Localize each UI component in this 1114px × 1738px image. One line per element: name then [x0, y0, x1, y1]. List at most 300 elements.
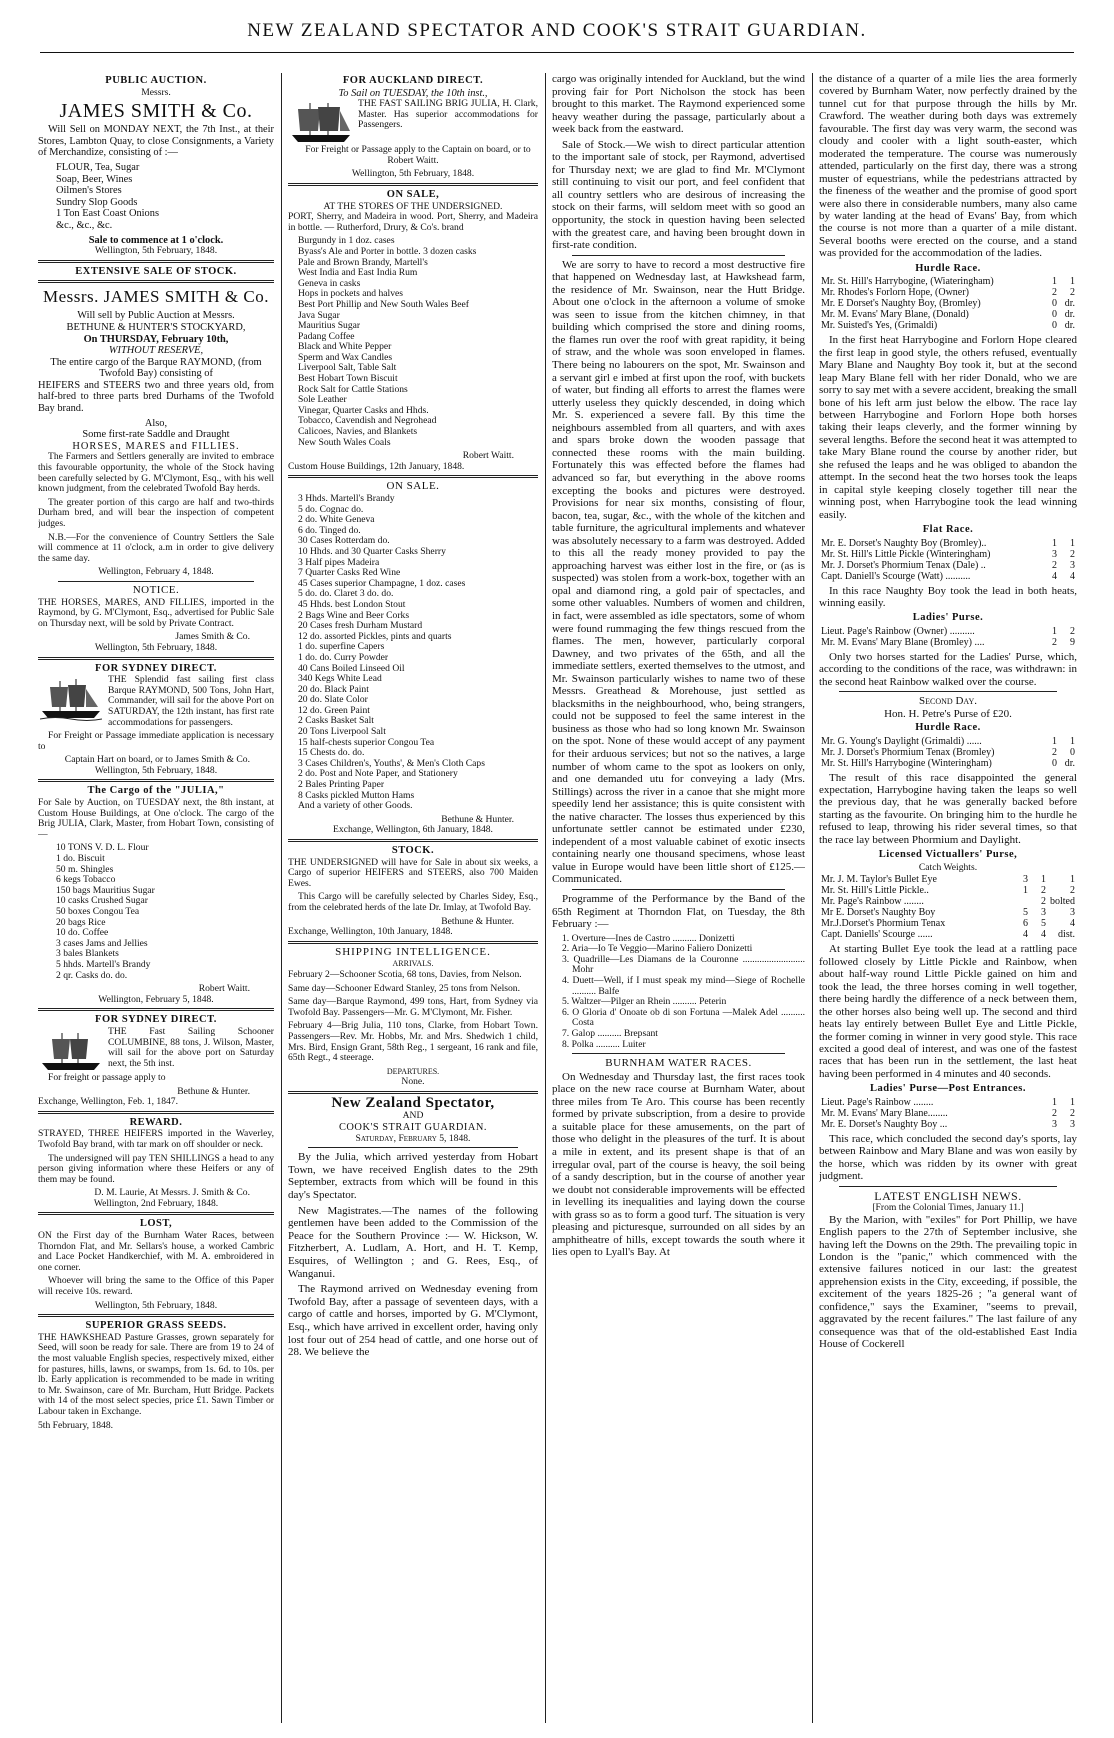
fire-article: We are sorry to have to record a most destructive fire that happened on Wednesday last, at Hawkshead farm, the residence of Mr. Swainson, near the Hutt Bridge. About one o'clock in the afternoon a volume of smoke was seen to issue from the kitchen chimney, in that building which comprised the store and dining rooms, the flames run over the roof with great rapidity, it being of straw, and the whole was soon enveloped in flames. There being no labourers on the spot, Mr. Swainson and a servant girl e imbed at first upon the roof, with buckets of water, but finding all efforts to arrest the flames were utterly useless they quickly descended, in doing which Mr. S. experienced a severe fall. By this time the neighbours assembled from all quarters, and with axes and spars broke down the wooden passage that connected these rooms with the main building. Fortunately this was effected before the flames had advanced so far, but everything in the above rooms excepting the books and pictures were destroyed. Provisions for near six months, consisting of flour, bacon, tea, sugar, &c., with the whole of the kitchen and table furniture, the agricultural implements and whatever was absolutely necessary to a farm was destroyed. Added to this all the ready money provided to pay the approaching harvest was either lost in the fire, or (as is suspected) was stolen from a work-box, together with an opal and diamond ring, a gold pair of spectacles, and some other valuables. Numbers of women and children, in fact, were assembled as idle spectators, some of whom were found rummaging the few things rescued from the flames. The men, however, particularly corporal Dawney, and two privates of the 65th, and all the immediate settlers, exerted themselves to the utmost, and Mr. Swainson particularly wishes to name two of these Messrs. Greathead & Morehouse, just settled as blacksmiths in the neighbourhood, who, being strangers, could not be supposed to feel the same interest in the business as those who had so long known Mr. Swainson on the spot. None of these would accept of any payment for their arduous services; but not so the natives, a large number of whom came to the spot as lookers on only, and one demanded utu for conveying a lady (Mrs. Stillings) across the river in a canoe that she might more speedily lend her assistance; this is quite consistent with the native character. The losses thus experienced by this unfortunate settler cannot be estimated under £230, independent of a most valuable cabinet of exotic insects containing nearly one thousand specimens, whose least value in Europe would have been little short of £125.—Communicated. — [552, 258, 805, 886]
julia-sign: Robert Waitt. — [198, 983, 250, 995]
divider — [288, 941, 538, 944]
onsale1-lead: PORT, Sherry, and Madeira in wood. Port, Sherry, and Madeira in bottle. — Rutherford, Drury, & Co's. brand — [288, 211, 538, 233]
list-item: And a variety of other Goods. — [298, 800, 413, 812]
list-item: 1 do. do. Curry Powder — [298, 651, 389, 663]
column-rule — [812, 73, 813, 1723]
stock2-heading: STOCK. — [391, 845, 435, 856]
heat-cell: 2 — [1052, 1107, 1057, 1119]
heat-cell: 2 — [1070, 625, 1075, 637]
heat-cell: dist. — [1058, 929, 1075, 941]
divider — [839, 1186, 1057, 1187]
list-item: New South Wales Coals — [298, 436, 391, 448]
ship-icon — [40, 677, 102, 721]
stock-paragraph: The Farmers and Settlers generally are invited to embrace this favourable opportunity, the whole of the Stock having been carefully selected by G. M'Clymont, Esq., with his well known judgment, from the celebrated Twofold Bay herds. — [38, 451, 274, 495]
heat-cell: 3 — [1023, 874, 1028, 886]
lost-body: ON the First day of the Burnham Water Races, between Thorndon Flat, and Mr. Sellars's house, a worked Cambric and Lace Pocket Handkerchief, with M. A. embroidered in one corner. — [38, 1230, 274, 1273]
sydney2-sign: Bethune & Hunter. — [177, 1085, 250, 1097]
reward-text: The undersigned will pay TEN SHILLINGS a head to any person giving information where these Heifers or any of them may be found. — [38, 1152, 274, 1185]
list-item: Best Hobart Town Biscuit — [298, 373, 398, 385]
notice-sign: James Smith & Co. — [175, 631, 250, 643]
table-row — [819, 1108, 1077, 1119]
auckland-body: THE FAST SAILING BRIG JULIA, H. Clark, Master. Has superior accommodations for Passengers. — [358, 98, 538, 131]
entrant-cell: Lieut. Page's Rainbow (Owner) .......... — [821, 625, 975, 637]
table-row — [819, 907, 1077, 918]
race-results-hurdle — [819, 276, 1077, 331]
notice-heading: NOTICE. — [132, 583, 180, 596]
divider — [38, 657, 274, 660]
stock-line: WITHOUT RESERVE, — [108, 345, 204, 357]
list-item: 20 do. Slate Color — [298, 694, 368, 706]
stock-line: Will sell by Public Auction at Messrs. — [77, 310, 235, 322]
divider — [572, 255, 785, 256]
list-item: 15 half-chests superior Congou Tea — [298, 736, 435, 748]
divider — [38, 1008, 274, 1011]
list-item: Best Port Phillip and New South Wales Beef — [298, 298, 469, 310]
burnham-heading: BURNHAM WATER RACES. — [605, 1057, 752, 1070]
list-item: 15 Chests do. do. — [298, 747, 365, 759]
heat-cell: dr. — [1064, 320, 1075, 332]
list-item: 3. Quadrille—Les Diamans de la Couronne .......................... Mohr — [562, 953, 805, 976]
race-subheading: Catch Weights. — [918, 861, 978, 873]
list-item: Mauritius Sugar — [298, 320, 361, 332]
masthead: NEW ZEALAND SPECTATOR AND COOK'S STRAIT GUARDIAN. — [247, 20, 867, 41]
article-paragraph: At starting Bullet Eye took the lead at a rattling pace followed closely by Little Pickle and Rainbow, when about half-way round Little Pickle gained on him and took the lead, the three horses coming in well together, there being hardly the difference of a neck between them, the other horses also being well up. The second and third heats lay entirely between Bullet Eye and Little Pickle, the former coming in winner in very good style. This race excited a good deal of interest, and was one of the fastest races that has been run in the settlement, the last heat having been performed in 4 minutes and 40 seconds. — [819, 943, 1077, 1080]
heat-cell: 9 — [1070, 636, 1075, 648]
second-day-heading: Second Day. — [919, 695, 977, 708]
table-row — [819, 885, 1077, 896]
onsale2-date: Exchange, Wellington, 6th January, 1848. — [333, 824, 493, 836]
programme-list — [562, 934, 805, 1051]
grass-date: 5th February, 1848. — [38, 1419, 114, 1431]
auckland-heading: FOR AUCKLAND DIRECT. — [342, 75, 484, 86]
julia-news: By the Julia, which arrived yesterday from Hobart Town, we have received English dates to the 29th September, extracts from which will be found in this day's Spectator. — [288, 1151, 538, 1202]
column-rule — [545, 73, 546, 1723]
shipping-entry: Same day—Barque Raymond, 499 tons, Hart, from Sydney via Twofold Bay. Passengers—Mr. G. M'Clymont, Mr. Fisher. — [288, 996, 538, 1018]
table-row — [819, 320, 1077, 331]
auckland-date: Wellington, 5th February, 1848. — [351, 168, 475, 180]
list-item: 20 Cases fresh Durham Mustard — [298, 620, 423, 632]
heat-cell: 2 — [1070, 287, 1075, 299]
heat-cell: 0 — [1052, 757, 1057, 769]
list-item: 2 Bags Wine and Beer Corks — [298, 609, 410, 621]
heat-cell: 3 — [1070, 907, 1075, 919]
list-item: 3 Half pipes Madeira — [298, 556, 380, 568]
race-results-lv — [819, 874, 1077, 940]
heat-cell: 1 — [1070, 874, 1075, 886]
heat-cell: 0 — [1052, 320, 1057, 332]
heat-cell: 1 — [1023, 885, 1028, 897]
list-item: 12 do. assorted Pickles, pints and quarts — [298, 630, 452, 642]
divider — [38, 1314, 274, 1317]
lost-text: Whoever will bring the same to the Office of this Paper will receive 10s. reward. — [38, 1275, 274, 1298]
list-item: 3 cases Jams and Jellies — [56, 937, 148, 949]
race-results-flat — [819, 538, 1077, 582]
table-row — [819, 287, 1077, 298]
auction-items — [56, 162, 274, 232]
race-heading: Licensed Victuallers' Purse, — [878, 849, 1018, 861]
entrant-cell: Mr. G. Young's Daylight (Grimaldi) ...... — [821, 735, 982, 747]
list-item: 2 Bales Printing Paper — [298, 779, 385, 791]
julia-heading: The Cargo of the "JULIA," — [87, 785, 225, 797]
list-item: Vinegar, Quarter Casks and Hhds. — [298, 404, 429, 416]
julia-items — [56, 843, 274, 981]
heat-cell: 1 — [1070, 537, 1075, 549]
heat-cell: 3 — [1070, 1118, 1075, 1130]
heat-cell: 2 — [1041, 896, 1046, 908]
entrant-cell: Mr. E. Dorset's Naughty Boy ... — [821, 1118, 948, 1130]
article-paragraph: the distance of a quarter of a mile lies the area formerly covered by Burnham Water, now perfectly drained by the tunnel cut for that purpose through the hills by Mr. Crawford. The weather during both days was extremely favourable. The first day was very warm, the second was cloudy and cooler with a light south-easter, which moderated the temperature. The course was numerously attended, particularly on the first day, there was a strong muster of equestrians, while the pedestrians attracted by the fineness of the weather and the promise of good sport were also there in considerable numbers, many also came by water landing at the head of Evans' Bay, from which the course is not more than a quarter of a mile distant. Several booths were erected on the course, and a stand was provided for the accommodation of the ladies. — [819, 73, 1077, 260]
list-item: 8 Casks pickled Mutton Hams — [298, 789, 415, 801]
list-item: 2 qr. Casks do. do. — [56, 969, 128, 981]
list-item: 7. Galop .......... Brepsant — [562, 1027, 658, 1039]
heat-cell: 4 — [1041, 929, 1046, 941]
table-row — [819, 929, 1077, 940]
table-row — [819, 896, 1077, 907]
list-item: 1. Overture—Ines de Castro .......... Donizetti — [562, 932, 735, 944]
list-item: Hops in pockets and halves — [298, 288, 403, 300]
departures-heading: DEPARTURES. — [386, 1066, 440, 1076]
entrant-cell: Mr. St. Hill's Harrybogine (Winteringham) — [821, 757, 992, 769]
entrant-cell: Lieut. Page's Rainbow ........ — [821, 1096, 934, 1108]
article-paragraph: cargo was originally intended for Auckland, but the wind proving fair for Port Nicholson the stock has been brought to this market. The Raymond experienced some heavy weather during the passage, particularly about a week back from the eastward. — [552, 73, 805, 136]
notice-body: THE HORSES, MARES, AND FILLIES, imported in the Raymond, by G. M'Clymont, Esq., advertised for Public Sale on Thursday next, will be sold by Private Contract. — [38, 596, 274, 629]
list-item: 150 bags Mauritius Sugar — [56, 884, 155, 896]
ship-icon — [290, 101, 352, 145]
reward-body: STRAYED, THREE HEIFERS imported in the Waverley, Twofold Bay brand, with tar mark on off shoulder or neck. — [38, 1128, 274, 1150]
list-item: 10 TONS V. D. L. Flour — [56, 842, 149, 854]
heat-cell: 2 — [1052, 636, 1057, 648]
stock2-sign: Bethune & Hunter. — [441, 915, 514, 927]
divider — [58, 581, 254, 582]
entrant-cell: Mr. E Dorset's Naughty Boy, (Bromley) — [821, 298, 981, 310]
shipping-entry: February 2—Schooner Scotia, 68 tons, Davies, from Nelson. — [288, 968, 522, 980]
entrant-cell: Capt. Daniells' Scourge ...... — [821, 929, 933, 941]
auction-intro: Will Sell on MONDAY NEXT, the 7th Inst., at their Stores, Lambton Quay, to close Consignments, a Variety of Merchandize, consisting of :— — [38, 124, 274, 159]
heat-cell: 4 — [1070, 918, 1075, 930]
auction-firm: JAMES SMITH & Co. — [59, 100, 253, 123]
reward-date: Wellington, 2nd February, 1848. — [93, 1197, 219, 1209]
list-item: Padang Coffee — [298, 330, 355, 342]
list-item: Byass's Ale and Porter in bottle. 3 dozen casks — [298, 245, 477, 257]
divider — [38, 779, 274, 782]
divider — [572, 889, 785, 890]
list-item: Pale and Brown Brandy, Martell's — [298, 256, 428, 268]
article-paragraph: This race, which concluded the second day's sports, lay between Rainbow and Mary Blane and was won easily by the horse, which was ridden by its owner with great judgment. — [819, 1132, 1077, 1183]
departures-none: None. — [401, 1076, 425, 1088]
entrant-cell: Mr. Suisted's Yes, (Grimaldi) — [821, 320, 938, 332]
stock2-body: THE UNDERSIGNED will have for Sale in about six weeks, a Cargo of superior HEIFERS and STEERS, also 700 Maiden Ewes. — [288, 856, 538, 889]
list-item: 6. O Gloria d' Onoate ob di son Fortuna —Malek Adel .......... Costa — [562, 1006, 805, 1029]
divider — [38, 260, 274, 263]
table-row — [819, 1097, 1077, 1108]
table-row — [819, 538, 1077, 549]
auction-date: Wellington, 5th February, 1848. — [94, 245, 218, 257]
heat-cell: 2 — [1052, 287, 1057, 299]
table-row — [819, 549, 1077, 560]
list-item: 4. Duett—Well, if I must speak my mind—Siege of Rochelle .......... Balfe — [562, 975, 805, 997]
list-item: Sundry Slop Goods — [56, 196, 138, 208]
julia-body: For Sale by Auction, on TUESDAY next, the 8th instant, at Custom House Buildings, at One o'clock. The cargo of the Brig JULIA, Clark, Master, from Hobart Town, consisting of— — [38, 797, 274, 840]
stock-heading: EXTENSIVE SALE OF STOCK. — [75, 265, 237, 277]
arrivals-heading: ARRIVALS. — [392, 959, 434, 969]
list-item: 50 boxes Congou Tea — [56, 906, 140, 917]
onsale1-date: Custom House Buildings, 12th January, 1848. — [288, 460, 465, 472]
heat-cell: 2 — [1052, 559, 1057, 571]
heat-cell: 0 — [1070, 746, 1075, 758]
list-item: &c., &c., &c. — [56, 219, 113, 231]
burnham-article: On Wednesday and Thursday last, the first races took place on the new race course at Burnham Water, about three miles from Te Aro. This course has been recently formed by private subscription, from a desire to provide a suitable place for these amusements, on the part of those who delight in the pleasures of the turf. It is about a mile in extent, and its present shape is that of an irregular oval, part of the course is heavy, the soil being of a sandy description, but in the course of another year we doubt not considerable improvements will be effected in levelling its inequalities and laying down the course with grass so as to form a good turf. The situation is very pleasing and picturesque, surrounded on all sides by an amphitheatre of hills, except towards the south where it lies open to Lyall's Bay. At — [552, 1070, 805, 1259]
table-row — [819, 571, 1077, 582]
list-item: 5. Waltzer—Pilger an Rhein .......... Peterin — [562, 996, 727, 1008]
list-item: Calicoes, Navies, and Blankets — [298, 426, 418, 438]
race-results-ladies — [819, 626, 1077, 648]
heat-cell: dr. — [1064, 309, 1075, 321]
race-results-ladies2 — [819, 1097, 1077, 1130]
heat-cell — [1012, 896, 1030, 907]
list-item: 5 do. Cognac do. — [298, 503, 364, 515]
heat-cell: 1 — [1052, 1096, 1057, 1108]
race-results-hurdle2 — [819, 736, 1077, 769]
table-row — [819, 736, 1077, 747]
heat-cell: 2 — [1070, 548, 1075, 560]
shipping-entry: February 4—Brig Julia, 110 tons, Clarke, from Hobart Town. Passengers—Rev. Mr. Hobbs, Mr. and Mrs. Shedwich 1 child, Mrs. Bird, Ensign Grant, 58th Reg., 1 sergeant, 16 rank and file, 65th Regt., 4 steerage. — [288, 1020, 538, 1064]
column-2 — [288, 73, 538, 1728]
petre-purse: Hon. H. Petre's Purse of £20. — [884, 707, 1012, 720]
sydney-heading: FOR SYDNEY DIRECT. — [95, 662, 217, 674]
list-item: 6 kegs Tobacco — [56, 874, 116, 886]
heat-cell: 1 — [1052, 735, 1057, 747]
onsale1-items — [298, 236, 538, 448]
divider — [38, 1212, 274, 1215]
table-row — [819, 626, 1077, 637]
auction-commence: Sale to commence at 1 o'clock. — [88, 234, 224, 246]
heat-cell: 5 — [1023, 907, 1028, 919]
list-item: Sole Leather — [298, 394, 347, 406]
entrant-cell: Mr. St. Hill's Harrybogine, (Wiateringham) — [821, 276, 994, 288]
grass-body: THE HAWKSHEAD Pasture Grasses, grown separately for Seed, will soon be ready for sale. There are from 19 to 24 of the most valuable English species, respectively mixed, either for pastures, hills, lawns, or swamps, from 1s. 6d. to 10s. per lb. Early application is recommended to be made in writing to Mr. Swainson, care of Mr. Burcham, Hutt Bridge. Packets with 14 of the most select species, price £1. Sawn Timber or Labour taken in Exchange. — [38, 1331, 274, 1417]
raymond-news: The Raymond arrived on Wednesday evening from Twofold Bay, after a passage of seventeen days, with a cargo of cattle and horses, imported by G. M'Clymont, Esq., which have arrived in excellent order, having only lost four out of 254 head of cattle, and one horse out of 28. We believe the — [288, 1283, 538, 1359]
heat-cell: 3 — [1052, 548, 1057, 560]
divider — [38, 1111, 274, 1114]
heat-cell: 4 — [1052, 570, 1057, 582]
lost-heading: LOST, — [139, 1218, 173, 1230]
onsale1-sign: Robert Waitt. — [462, 450, 514, 462]
shipping-heading: SHIPPING INTELLIGENCE. — [335, 945, 491, 958]
heat-cell: 2 — [1052, 746, 1057, 758]
table-row — [819, 918, 1077, 929]
heat-cell: 0 — [1052, 309, 1057, 321]
divider — [288, 1091, 538, 1094]
list-item: West India and East India Rum — [298, 267, 418, 279]
onsale2-sign: Bethune & Hunter. — [441, 813, 514, 825]
list-item: 3 Cases Children's, Youths', & Men's Cloth Caps — [298, 757, 485, 769]
list-item: Rock Salt for Cattle Stations — [298, 383, 408, 395]
entrant-cell: Capt. Daniell's Scourge (Watt) .......... — [821, 570, 971, 582]
table-row — [819, 637, 1077, 648]
heat-cell: 3 — [1052, 1118, 1057, 1130]
onsale2-heading: ON SALE. — [386, 480, 440, 493]
divider — [572, 1053, 785, 1054]
list-item: 1 do. superfine Capers — [298, 641, 385, 653]
stock2-text: This Cargo will be carefully selected by Charles Sidey, Esq., from the celebrated herds of the late Dr. Imlay, at Twofold Bay. — [288, 891, 538, 913]
list-item: 7 Quarter Casks Red Wine — [298, 567, 401, 579]
list-item: 6 do. Tinged do. — [298, 524, 361, 536]
sydney2-heading: FOR SYDNEY DIRECT. — [95, 1014, 217, 1026]
latest-source: [From the Colonial Times, January 11.] — [872, 1202, 1024, 1214]
list-item: 3 bales Blankets — [56, 948, 119, 960]
auckland-sub: To Sail on TUESDAY, the 10th inst., — [338, 87, 488, 99]
heat-cell: 0 — [1052, 298, 1057, 310]
heat-cell: 5 — [1041, 918, 1046, 930]
list-item: 10 casks Crushed Sugar — [56, 895, 148, 907]
entrant-cell: Mr. Rhodes's Forlorn Hope, (Owner) — [821, 287, 969, 299]
list-item: 5 do. do. Claret 3 do. do. — [298, 588, 394, 600]
list-item: 50 m. Shingles — [56, 863, 114, 875]
stock-firm: Messrs. JAMES SMITH & Co. — [43, 287, 269, 307]
heat-cell: 1 — [1041, 874, 1046, 886]
sydney-body: THE Splendid fast sailing first class Barque RAYMOND, 500 Tons, John Hart, Commander, will sail for the above Port on SATURDAY, the 12th instant, has first rate accommodations for passengers. — [108, 674, 274, 728]
heat-cell: 4 — [1023, 929, 1028, 941]
table-row — [819, 758, 1077, 769]
entrant-cell: Mr. Page's Rainbow ........ — [821, 896, 924, 908]
shipping-entry: Same day—Schooner Edward Stanley, 25 tons from Nelson. — [288, 982, 520, 994]
sydney2-body: THE Fast Sailing Schooner COLUMBINE, 88 tons, J. Wilson, Master, will sail for the above port on Saturday next, the 5th inst. — [108, 1025, 274, 1069]
heat-cell: 6 — [1023, 918, 1028, 930]
list-item: 1 Ton East Coast Onions — [56, 208, 159, 220]
lost-date: Wellington, 5th February, 1848. — [94, 1299, 218, 1311]
race-heading: Flat Race. — [922, 524, 974, 536]
list-item: 2 do. White Geneva — [298, 514, 375, 526]
onsale1-sub: AT THE STORES OF THE UNDERSIGNED. — [323, 200, 503, 212]
stock-horses: HORSES, MARES and FILLIES. — [72, 440, 240, 452]
entrant-cell: Mr. St. Hill's Little Pickle.. — [821, 885, 929, 897]
list-item: 340 Kegs White Lead — [298, 673, 382, 685]
auction-heading: PUBLIC AUCTION. — [105, 75, 207, 86]
julia-date: Wellington, February 5, 1848. — [98, 993, 214, 1005]
auction-messrs: Messrs. — [141, 86, 171, 98]
stock-horses: Some first-rate Saddle and Draught — [82, 429, 230, 441]
race-heading: Ladies' Purse. — [912, 612, 984, 624]
entrant-cell: Mr. E. Dorset's Naughty Boy (Bromley).. — [821, 537, 987, 549]
stock-date: Wellington, February 4, 1848. — [98, 566, 214, 578]
list-item: 2. Aria—Io Te Veggio—Marino Faliero Donizetti — [562, 943, 753, 955]
entrant-cell: Mr. J. Dorset's Phormium Tenax (Bromley) — [821, 746, 995, 758]
latest-heading: LATEST ENGLISH NEWS. — [874, 1188, 1022, 1203]
list-item: 5 hhds. Martell's Brandy — [56, 958, 151, 970]
divider — [288, 183, 538, 186]
article-paragraph: In this race Naughty Boy took the lead in both heats, winning easily. — [819, 584, 1077, 609]
nameplate-guardian: COOK'S STRAIT GUARDIAN. — [339, 1122, 487, 1134]
entrant-cell: Mr. St. Hill's Little Pickle (Winteringham) — [821, 548, 991, 560]
nameplate-and: AND — [402, 1110, 424, 1122]
reward-heading: REWARD. — [129, 1116, 183, 1128]
list-item: 20 Tons Liverpool Salt — [298, 726, 386, 738]
race-heading: Hurdle Race. — [915, 262, 981, 274]
table-row — [819, 1119, 1077, 1130]
heat-cell: 4 — [1070, 570, 1075, 582]
programme-intro: Programme of the Performance by the Band of the 65th Regiment at Thorndon Flat, on Tuesday, the 8th February :— — [552, 893, 805, 931]
column-4 — [819, 73, 1077, 1728]
ship-icon — [40, 1029, 102, 1073]
article-paragraph: Only two horses started for the Ladies' Purse, which, according to the conditions of the race, was withdrawn: in the second heat Rainbow walked over the course. — [819, 650, 1077, 688]
list-item: Oilmen's Stores — [56, 185, 122, 197]
auckland-apply: For Freight or Passage apply to the Captain on board, or to Robert Waitt. — [305, 144, 531, 166]
list-item: 10 do. Coffee — [56, 927, 109, 939]
list-item: 10 Hhds. and 30 Quarter Casks Sherry — [298, 545, 446, 557]
stock-line: On THURSDAY, February 10th, — [83, 333, 229, 345]
heat-cell: dr. — [1064, 298, 1075, 310]
table-row — [819, 276, 1077, 287]
sydney-sign: Captain Hart on board, or to James Smith & Co. — [64, 754, 250, 766]
heat-cell: 1 — [1052, 276, 1057, 288]
column-rule — [281, 73, 282, 1723]
sydney-date: Wellington, 5th February, 1848. — [94, 764, 218, 776]
list-item: 1 do. Biscuit — [56, 853, 105, 865]
nameplate-date: Saturday, February 5, 1848. — [355, 1132, 471, 1144]
sydney2-apply: For freight or passage apply to — [48, 1071, 166, 1083]
entrant-cell: Mr. M. Evans' Mary Blane (Bromley) .... — [821, 636, 985, 648]
race-heading: Ladies' Purse—Post Entrances. — [870, 1083, 1026, 1095]
entrant-cell: Mr. M. Evans' Mary Blane, (Donald) — [821, 309, 969, 321]
divider — [288, 475, 538, 478]
entrant-cell: Mr. J. M. Taylor's Bullet Eye — [821, 874, 937, 886]
column-3 — [552, 73, 805, 1728]
entrant-cell: Mr.J.Dorset's Phormium Tenax — [821, 918, 946, 930]
list-item: 2 Casks Basket Salt — [298, 715, 374, 727]
list-item: 8. Polka .......... Luiter — [562, 1038, 646, 1050]
list-item: FLOUR, Tea, Sugar — [56, 161, 140, 173]
article-paragraph: Sale of Stock.—We wish to direct particular attention to the important sale of stock, per Raymond, advertised for Thursday next; we are glad to find Mr. M'Clymont still continuing to visit our port, and feel confident that all country settlers who are desirous of increasing the stock on their farms, will seldom meet with so good an opportunity, the stock in question having been selected with the greatest care, and having been brought down in first-rate condition. — [552, 138, 805, 252]
stock-paragraph: The greater portion of this cargo are half and two-thirds Durham bred, and will bear the inspection of competent judges. — [38, 496, 274, 529]
table-row — [819, 874, 1077, 885]
heat-cell: 1 — [1052, 537, 1057, 549]
stock-also: Also, — [144, 417, 168, 429]
list-item: 12 do. Green Paint — [298, 704, 370, 716]
stock-paragraph: N.B.—For the convenience of Country Settlers the Sale will commence at 11 o'clock, a.m in order to give delivery the same day. — [38, 531, 274, 564]
entrant-cell: Mr E. Dorset's Naughty Boy — [821, 907, 936, 919]
list-item: Geneva in casks — [298, 277, 361, 289]
list-item: 40 Cans Boiled Linseed Oil — [298, 662, 405, 674]
stock-body: HEIFERS and STEERS two and three years old, from half-bred to three parts bred Durhams of the Twofold Bay brand. — [38, 379, 274, 415]
list-item: Black and White Pepper — [298, 341, 392, 353]
divider — [308, 1147, 518, 1148]
heat-cell: 3 — [1070, 559, 1075, 571]
list-item: 30 Cases Rotterdam do. — [298, 535, 390, 547]
list-item: Tobacco, Cavendish and Negrohead — [298, 415, 437, 427]
list-item: 20 bags Rice — [56, 916, 106, 928]
list-item: 45 Cases superior Champagne, 1 doz. cases — [298, 577, 466, 589]
heat-cell: 2 — [1041, 885, 1046, 897]
list-item: 2 do. Post and Note Paper, and Stationery — [298, 768, 458, 780]
article-paragraph: In the first heat Harrybogine and Forlorn Hope cleared the first leap in good style, the others refused, eventually Mary Blane and Naughty Boy took it, but at the second leap Mary Blane fell with her rider Donald, who we are sorry to say met with a severe accident, breaking the small bone of his left arm just below the elbow. The race lay between Harrybogine and Forlorn Hope both horses taking their leaps cleverly, and the former winning by several lengths. Before the second heat it was attempted to take Mary Blane round the course by another rider, but she refused the leaps and he was obliged to abandon the attempt. In the second heat the two horses took the leaps in capital style keeping closely together till near the winning post, when Harrybogine took the lead winning easily. — [819, 334, 1077, 521]
heat-cell: 2 — [1070, 885, 1075, 897]
divider — [288, 839, 538, 842]
stock-line: The entire cargo of the Barque RAYMOND, (from Twofold Bay) consisting of — [50, 356, 262, 380]
race-heading: Hurdle Race. — [915, 722, 981, 734]
divider — [839, 691, 1057, 692]
table-row — [819, 560, 1077, 571]
sydney-apply: For Freight or Passage immediate application is necessary to — [38, 730, 274, 752]
entrant-cell: Mr. J. Dorset's Phormium Tenax (Dale) .. — [821, 559, 986, 571]
magistrates-news: New Magistrates.—The names of the following gentlemen have been added to the Commission of the Peace for the Southern Province :— W. Hickson, W. Fitzherbert, A. Ludlam, A. Hort, and H. T. Kemp, Esquires, of Wellington ; and G. Rees, Esq., of Wanganui. — [288, 1204, 538, 1280]
column-1 — [38, 73, 274, 1728]
heat-cell: 1 — [1052, 625, 1057, 637]
heat-cell: dr. — [1064, 757, 1075, 769]
stock-line: BETHUNE & HUNTER'S STOCKYARD, — [66, 321, 246, 333]
article-paragraph: The result of this race disappointed the general expectation, Harrybogine having taken the leaps so well the previous day, that he was generally backed before starting as the favourite. On bringing him to the hurdle he refused to leap, throwing his rider several times, so that the race lay between Phormium and Daylight. — [819, 771, 1077, 846]
list-item: 20 do. Black Paint — [298, 683, 369, 695]
divider — [38, 280, 274, 283]
